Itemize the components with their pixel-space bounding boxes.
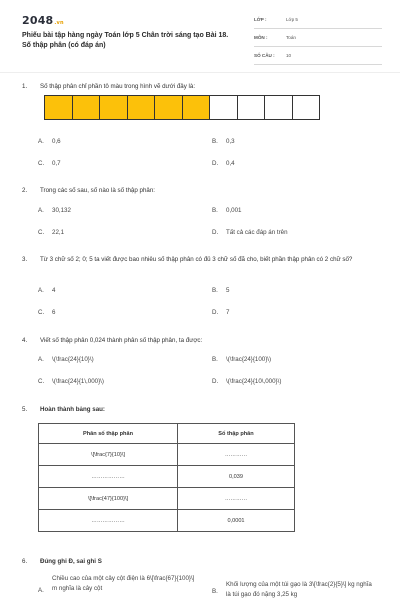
table-cell-fraction: \[\frac{47}{100}\] bbox=[39, 488, 178, 510]
unshaded-cell bbox=[210, 96, 238, 119]
question-text: Hoàn thành bảng sau: bbox=[40, 406, 105, 413]
question-number: 4. bbox=[22, 337, 28, 344]
table-cell-decimal: 0,0001 bbox=[178, 510, 295, 532]
option-text: 6 bbox=[52, 309, 56, 316]
table-row bbox=[39, 488, 295, 510]
unshaded-cell bbox=[265, 96, 293, 119]
q3-option-c[interactable]: C. 6 bbox=[38, 309, 56, 316]
question-number: 3. bbox=[22, 256, 28, 263]
table-cell-fraction-blank[interactable]: ……………… bbox=[39, 510, 178, 532]
q4-option-c[interactable]: C. \(\frac{24}{1\,000}\) bbox=[38, 378, 104, 385]
site-logo[interactable] bbox=[22, 14, 64, 27]
meta-row-class bbox=[254, 14, 382, 29]
table-header-decimal: Số thập phân bbox=[178, 424, 295, 444]
q3-option-a[interactable]: A. 4 bbox=[38, 287, 56, 294]
option-text: 4 bbox=[52, 287, 56, 294]
table-cell-fraction: \[\frac{7}{10}\] bbox=[39, 444, 178, 466]
fraction-decimal-table bbox=[38, 423, 295, 532]
q1-option-c[interactable]: C. 0,7 bbox=[38, 160, 61, 167]
logo-main-text: 2048 bbox=[22, 14, 54, 27]
option-text: \(\frac{24}{100}\) bbox=[226, 356, 272, 363]
q1-option-a[interactable]: A. 0,6 bbox=[38, 138, 61, 145]
shaded-cell bbox=[128, 96, 156, 119]
meta-value-subject: Toán bbox=[286, 35, 296, 40]
question-number: 6. bbox=[22, 558, 28, 565]
q4-option-a[interactable]: A. \(\frac{24}{10}\) bbox=[38, 356, 94, 363]
meta-row-subject bbox=[254, 32, 382, 47]
q2-option-a[interactable]: A. 30,132 bbox=[38, 207, 71, 214]
worksheet-header bbox=[22, 14, 382, 64]
option-text: 0,7 bbox=[52, 160, 61, 167]
question-text: Viết số thập phân 0,024 thành phân số thập phân, ta được: bbox=[40, 337, 203, 344]
q6-statement-b[interactable]: B. Khối lượng của một túi gạo là 3\[\frac{2}{5}\] kg nghĩa là túi gạo đó nặng 3,25 kg bbox=[212, 581, 372, 598]
q2-option-b[interactable]: B. 0,001 bbox=[212, 207, 242, 214]
shaded-cell bbox=[183, 96, 211, 119]
worksheet-meta bbox=[254, 14, 382, 68]
option-text: 0,4 bbox=[226, 160, 235, 167]
option-text: 22,1 bbox=[52, 229, 65, 236]
logo-suffix-text: .vn bbox=[54, 20, 64, 26]
table-cell-fraction-blank[interactable]: ……………… bbox=[39, 466, 178, 488]
statement-text: Chiều cao của một cây cột điện là 6\[\frac{67}{100}\] m nghĩa là cây cột bbox=[52, 575, 195, 592]
table-row bbox=[39, 510, 295, 532]
option-text: \(\frac{24}{10}\) bbox=[52, 356, 94, 363]
question-text: Đúng ghi Đ, sai ghi S bbox=[40, 558, 102, 565]
option-text: 0,3 bbox=[226, 138, 235, 145]
header-divider bbox=[0, 72, 400, 73]
q4-option-b[interactable]: B. \(\frac{24}{100}\) bbox=[212, 356, 272, 363]
option-text: 30,132 bbox=[52, 207, 71, 214]
shaded-cell bbox=[45, 96, 73, 119]
q2-option-c[interactable]: C. 22,1 bbox=[38, 229, 65, 236]
table-row bbox=[39, 444, 295, 466]
q4-option-d[interactable]: D. \(\frac{24}{10\,000}\) bbox=[212, 378, 282, 385]
q2-option-d[interactable]: D. Tất cả các đáp án trên bbox=[212, 229, 288, 236]
meta-key-subject: MÔN : bbox=[254, 35, 268, 40]
statement-text: Khối lượng của một túi gạo là 3\[\frac{2}{5}\] kg nghĩa là túi gạo đó nặng 3,25 kg bbox=[226, 581, 372, 598]
meta-key-question-count: SỐ CÂU : bbox=[254, 53, 275, 58]
unshaded-cell bbox=[293, 96, 320, 119]
question-text: Từ 3 chữ số 2; 0; 5 ta viết được bao nhiêu số thập phân có đủ 3 chữ số đã cho, biết phần thập phân có 2 chữ số? bbox=[40, 256, 353, 263]
shaded-cell bbox=[100, 96, 128, 119]
shaded-cell bbox=[73, 96, 101, 119]
meta-value-question-count: 10 bbox=[286, 53, 292, 58]
q3-option-b[interactable]: B. 5 bbox=[212, 287, 230, 294]
q1-option-b[interactable]: B. 0,3 bbox=[212, 138, 235, 145]
question-text: Số thập phân chỉ phần tô màu trong hình vẽ dưới đây là: bbox=[40, 83, 196, 90]
option-text: \(\frac{24}{1\,000}\) bbox=[52, 378, 104, 385]
meta-row-question-count bbox=[254, 50, 382, 65]
table-header-row bbox=[39, 424, 295, 444]
option-text: Tất cả các đáp án trên bbox=[226, 229, 288, 236]
question-text: Trong các số sau, số nào là số thập phân: bbox=[40, 187, 156, 194]
option-text: 0,001 bbox=[226, 207, 242, 214]
table-cell-decimal-blank[interactable]: ………… bbox=[178, 488, 295, 510]
table-cell-decimal: 0,039 bbox=[178, 466, 295, 488]
question-number: 1. bbox=[22, 83, 28, 90]
q1-option-d[interactable]: D. 0,4 bbox=[212, 160, 235, 167]
table-row bbox=[39, 466, 295, 488]
question-number: 5. bbox=[22, 406, 28, 413]
table-cell-decimal-blank[interactable]: ………… bbox=[178, 444, 295, 466]
question-number: 2. bbox=[22, 187, 28, 194]
option-text: 5 bbox=[226, 287, 230, 294]
option-text: 7 bbox=[226, 309, 230, 316]
meta-value-class: Lớp 5 bbox=[286, 17, 298, 22]
unshaded-cell bbox=[238, 96, 266, 119]
fraction-bar bbox=[44, 95, 320, 120]
option-text: \(\frac{24}{10\,000}\) bbox=[226, 378, 282, 385]
shaded-cell bbox=[155, 96, 183, 119]
meta-key-class: LỚP : bbox=[254, 17, 267, 22]
q3-option-d[interactable]: D. 7 bbox=[212, 309, 230, 316]
worksheet-title: Phiếu bài tập hàng ngày Toán lớp 5 Chân trời sáng tạo Bài 18. Số thập phân (có đáp án) bbox=[22, 32, 229, 49]
q6-statement-a[interactable]: A. Chiều cao của một cây cột điện là 6\[\frac{67}{100}\] m nghĩa là cây cột bbox=[38, 574, 198, 593]
table-header-fraction: Phân số thập phân bbox=[39, 424, 178, 444]
option-text: 0,6 bbox=[52, 138, 61, 145]
